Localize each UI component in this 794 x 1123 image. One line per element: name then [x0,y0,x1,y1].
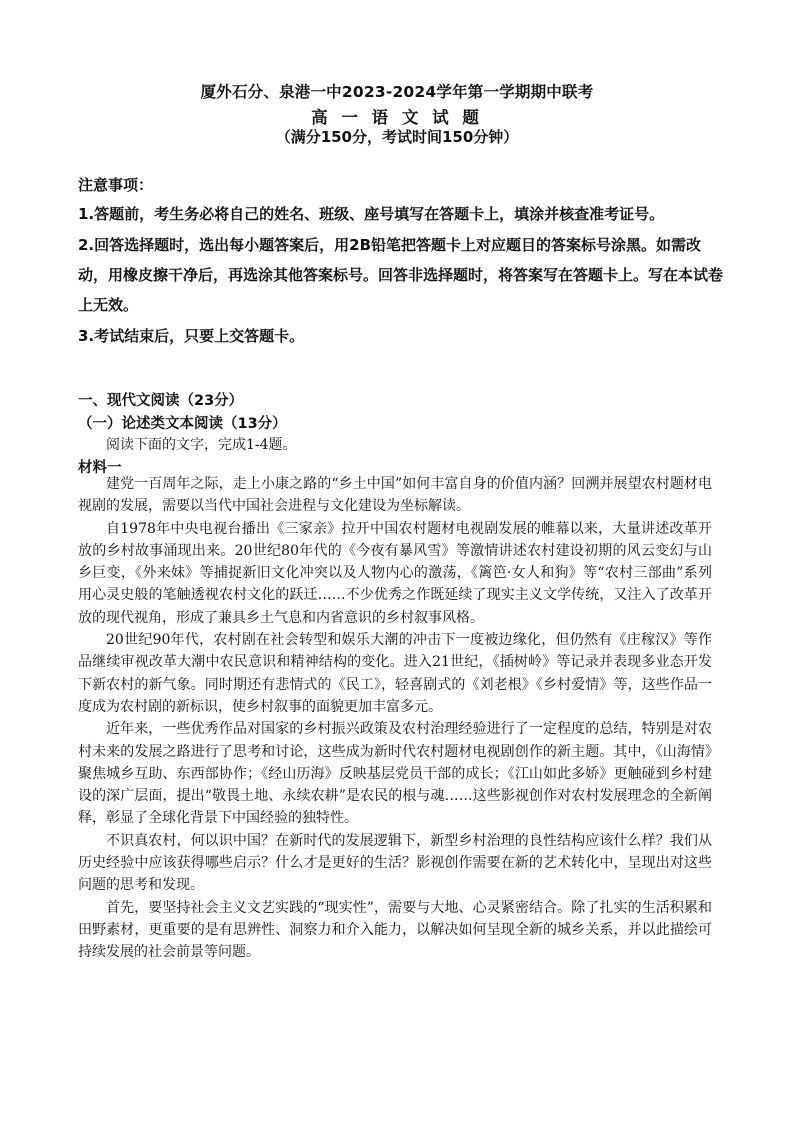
paragraph: 不识真农村，何以识中国？在新时代的发展逻辑下，新型乡村治理的良性结构应该什么样？我们从历史经验中应该获得哪些启示？什么才是更好的生活？影视创作需要在新的艺术转化中，呈现出对这些问题的思考和发现。 [78,832,712,894]
note-item-3: 3.考试结束后，只要上交答题卡。 [78,327,305,345]
section-heading: 一、现代文阅读（23分） [78,393,244,409]
paragraph: 建党一百周年之际，走上小康之路的“乡土中国”如何丰富自身的价值内涵？回溯并展望农村题材电视剧的发展，需要以当代中国社会进程与文化建设为坐标解读。 [78,476,712,515]
exam-title: 厦外石分、泉港一中2023-2024学年第一学期期中联考 [200,83,594,101]
paragraph: 20世纪90年代，农村剧在社会转型和娱乐大潮的冲击下一度被边缘化，但仍然有《庄稼汉》等作品继续审视改革大潮中农民意识和精神结构的变化。进入21世纪，《插树岭》等记录并表现多业态开发下新农村的新气象。同时期还有悲情式的《民工》，轻喜剧式的《刘老根》《乡村爱情》等，这些作品一度成为农村剧的新标识，使乡村叙事的面貌更加丰富多元。 [78,632,712,715]
passage-body [78,473,712,964]
paragraph: 自1978年中央电视台播出《三家亲》拉开中国农村题材电视剧发展的帷幕以来，大量讲述改革开放的乡村故事涌现出来。20世纪80年代的《今夜有暴风雪》等激情讲述农村建设初期的风云变幻与山乡巨变，《外来妹》等捕捉新旧文化冲突以及人物内心的激荡，《篱笆·女人和狗》等“农村三部曲”系列用心灵史般的笔触透视农村文化的跃迁……不少优秀之作既延续了现实主义文学传统，又注入了改革开放的现代视角，形成了兼具乡土气息和内省意识的乡村叙事风格。 [78,520,712,626]
exam-subtitle: 高 一 语 文 试 题 [311,108,483,127]
notes-title: 注意事项： [78,176,154,194]
paragraph: 近年来，一些优秀作品对国家的乡村振兴政策及农村治理经验进行了一定程度的总结，特别是对农村未来的发展之路进行了思考和讨论，这些成为新时代农村题材电视剧创作的新主题。其中，《山海情》聚焦城乡互助、东西部协作；《经山历海》反映基层党员干部的成长；《江山如此多娇》更触碰到乡村建设的深广层面，提出“敬畏土地、永续农耕”是农民的根与魂……这些影视创作对农村发展理念的全新阐释，彰显了全球化背景下中国经验的独特性。 [78,721,712,827]
note-item-2: 2.回答选择题时，选出每小题答案后，用2B铅笔把答题卡上对应题目的答案标号涂黑。如需改动，用橡皮擦干净后，再选涂其他答案标号。回答非选择题时，将答案写在答题卡上。写在本试卷上无效。 [78,236,724,314]
note-item-1: 1.答题前，考生务必将自己的姓名、班级、座号填写在答题卡上，填涂并核查准考证号。 [78,205,665,223]
reading-instruction: 阅读下面的文字，完成1-4题。 [106,437,297,453]
material-label: 材料一 [78,460,122,476]
paragraph: 首先，要坚持社会主义文艺实践的“现实性”，需要与大地、心灵紧密结合。除了扎实的生活积累和田野素材，更重要的是有思辨性、洞察力和介入能力，以解决如何呈现全新的城乡关系，并以此描绘可持续发展的社会前景等问题。 [78,899,712,961]
section-subheading: （一）论述类文本阅读（13分） [78,416,287,432]
exam-info: （满分150分，考试时间150分钟） [275,128,519,146]
